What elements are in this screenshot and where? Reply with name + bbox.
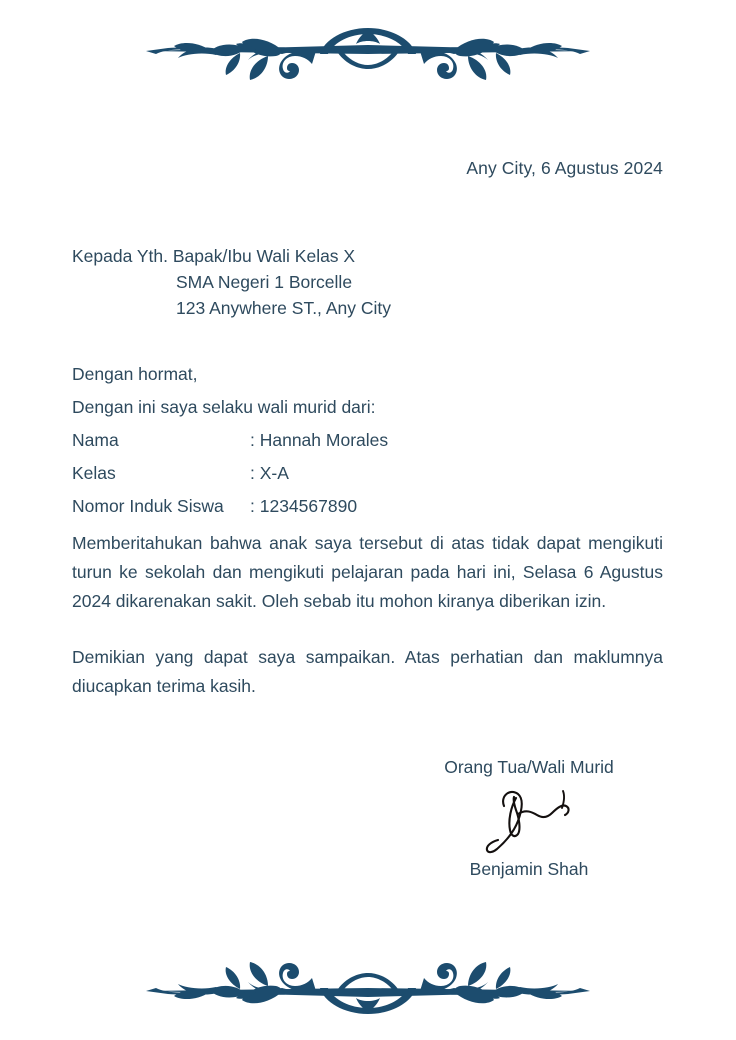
body-paragraph-1: Memberitahukan bahwa anak saya tersebut di atas tidak dapat mengikuti turun ke sekolah dan mengikuti pelajaran pada hari ini, Selasa 6 Agustus 2024 dikarenakan sakit. Oleh sebab itu mohon kiranya diberikan izin. — [72, 533, 663, 611]
detail-label-nomor-induk-siswa: Nomor Induk Siswa — [72, 496, 224, 516]
detail-label-nama: Nama — [72, 430, 119, 450]
floral-ornament-top — [138, 20, 598, 90]
signature-block — [400, 756, 658, 880]
intro-line: Dengan ini saya selaku wali murid dari: — [72, 397, 376, 417]
detail-row — [72, 496, 663, 529]
handwritten-signature-icon — [400, 780, 658, 858]
detail-row — [72, 430, 663, 463]
salutation: Dengan hormat, — [72, 364, 198, 384]
signature-role: Orang Tua/Wali Murid — [444, 757, 614, 777]
addressee-line-2: SMA Negeri 1 Borcelle — [176, 272, 353, 292]
detail-value-kelas: : X-A — [250, 463, 289, 483]
signature-name: Benjamin Shah — [469, 859, 589, 879]
addressee-block — [72, 243, 663, 321]
student-details-table — [72, 430, 663, 529]
addressee-line-3: 123 Anywhere ST., Any City — [176, 298, 391, 318]
detail-value-nama: : Hannah Morales — [250, 430, 389, 450]
body-paragraph-2: Demikian yang dapat saya sampaikan. Atas perhatian dan maklumnya diucapkan terima kasih. — [72, 647, 663, 696]
detail-value-nomor-induk-siswa: : 1234567890 — [250, 496, 358, 516]
addressee-line-1: Kepada Yth. Bapak/Ibu Wali Kelas X — [72, 246, 356, 266]
detail-label-kelas: Kelas — [72, 463, 116, 483]
detail-row — [72, 463, 663, 496]
date-line: Any City, 6 Agustus 2024 — [466, 158, 663, 178]
floral-ornament-bottom — [138, 952, 598, 1022]
